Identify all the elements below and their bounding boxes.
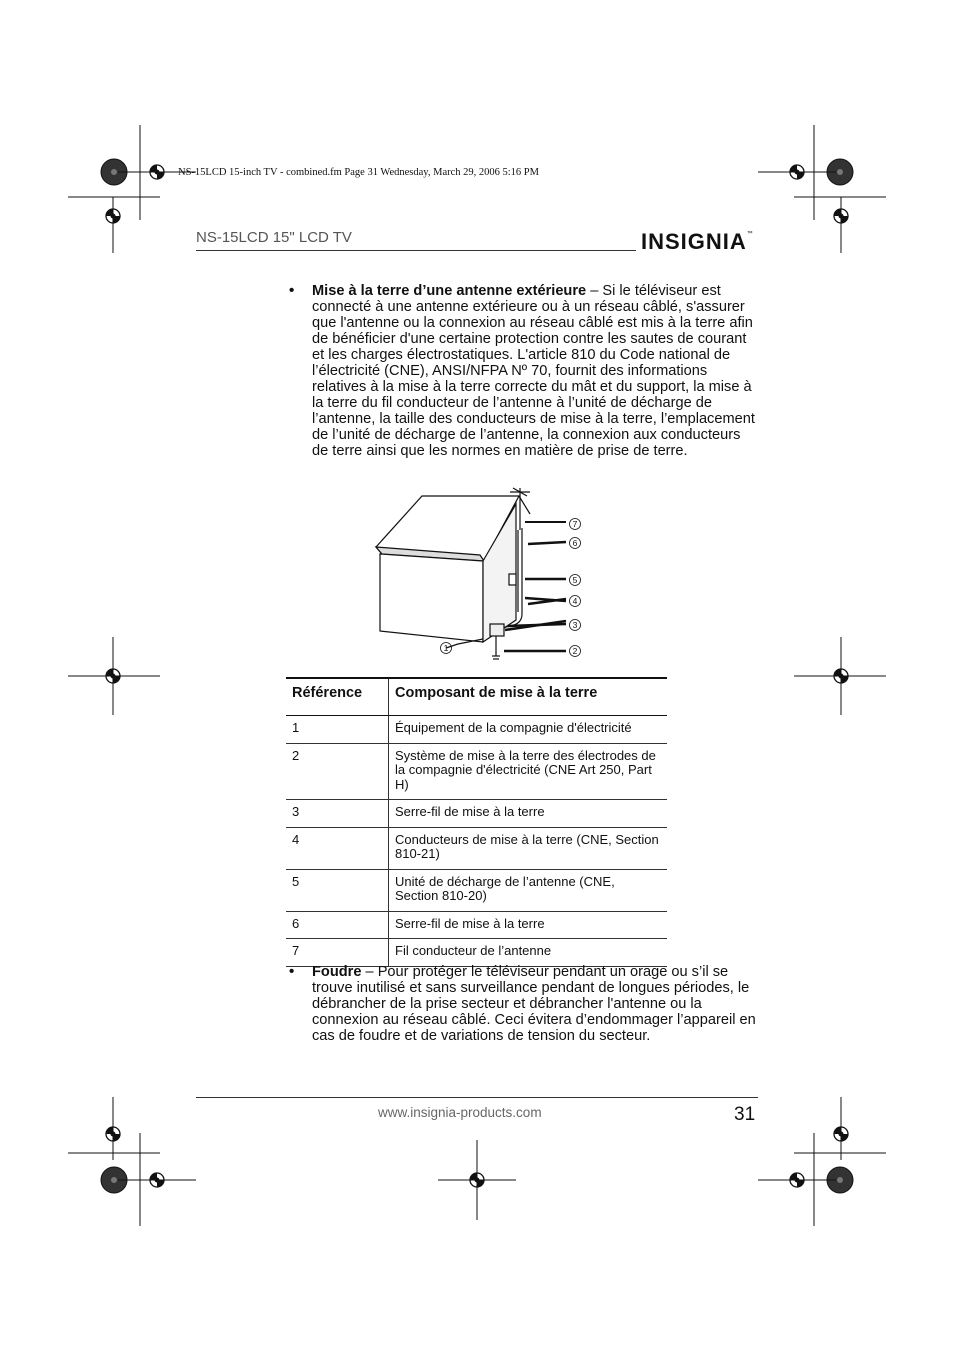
table-cell: 6	[286, 911, 389, 939]
table-row	[286, 743, 667, 800]
table-cell: Fil conducteur de l’antenne	[389, 939, 668, 967]
table-row	[286, 911, 667, 939]
table-cell: 3	[286, 800, 389, 828]
callout-2: 2	[572, 646, 578, 656]
table-row	[286, 869, 667, 911]
table-cell: 1	[286, 716, 389, 744]
table-cell: 2	[286, 743, 389, 800]
bullet-marker: •	[289, 963, 295, 980]
print-info: NS-15LCD 15-inch TV - combined.fm Page 31 Wednesday, March 29, 2006 5:16 PM	[178, 167, 539, 178]
table-header-row	[286, 678, 667, 716]
bullet-marker: •	[289, 282, 295, 299]
footer-url: www.insignia-products.com	[378, 1105, 542, 1120]
table-cell: 7	[286, 939, 389, 967]
bullet-paragraph-antenna-grounding: Mise à la terre d’une antenne extérieure – Si le téléviseur est connecté à une antenne extérieure ou à un réseau câblé, s'assurer que l'antenne ou la connexion au réseau câblé est mis à la terre afin de bénéficier d'une certaine protection contre les sautes de courant et les charges électrostatiques. L'article 810 du Code national de l’électricité (CNE), ANSI/NFPA Nº 70, fournit des informations relatives à la mise à la terre correcte du mât et du support, la mise à la terre du fil conducteur de l’antenne à l’unité de décharge de l’antenne, la taille des conducteurs de mise à la terre, l’emplacement de l’unité de décharge de l’antenne, la connexion aux conducteurs de terre ainsi que les normes en matière de prise de terre.	[312, 283, 755, 459]
table-row	[286, 716, 667, 744]
column-header-component: Composant de mise à la terre	[389, 678, 668, 716]
callout-3: 3	[572, 620, 578, 630]
table-cell: 5	[286, 869, 389, 911]
callout-6: 6	[572, 538, 578, 548]
header-title: NS-15LCD 15" LCD TV	[196, 229, 352, 246]
footer-rule	[196, 1097, 758, 1098]
table-row	[286, 827, 667, 869]
page-number: 31	[734, 1104, 756, 1125]
table-cell: Unité de décharge de l’antenne (CNE, Section 810-20)	[389, 869, 668, 911]
antenna-grounding-diagram	[370, 484, 600, 664]
bullet-paragraph-lightning: Foudre – Pour protéger le téléviseur pendant un orage ou s’il se trouve inutilisé et sans surveillance pendant de longues périodes, le débrancher de la prise secteur et débrancher l'antenne ou la connexion au réseau câblé. Ceci évitera d’endommager l’appareil en cas de foudre et de variations de tension du secteur.	[312, 964, 756, 1044]
table-cell: Serre-fil de mise à la terre	[389, 800, 668, 828]
table-row	[286, 800, 667, 828]
header-rule	[196, 250, 636, 251]
table-cell: Conducteurs de mise à la terre (CNE, Section 810-21)	[389, 827, 668, 869]
table-cell: Serre-fil de mise à la terre	[389, 911, 668, 939]
table-cell: Système de mise à la terre des électrodes de la compagnie d'électricité (CNE Art 250, Part H)	[389, 743, 668, 800]
callout-7: 7	[572, 519, 578, 529]
column-header-reference: Référence	[286, 678, 389, 716]
callout-1: 1	[443, 643, 449, 653]
callout-4: 4	[572, 596, 578, 606]
grounding-components-table	[286, 677, 667, 967]
insignia-logo: INSIGNIA™	[641, 229, 753, 254]
callout-5: 5	[572, 575, 578, 585]
table-cell: Équipement de la compagnie d'électricité	[389, 716, 668, 744]
table-cell: 4	[286, 827, 389, 869]
table-row	[286, 939, 667, 967]
